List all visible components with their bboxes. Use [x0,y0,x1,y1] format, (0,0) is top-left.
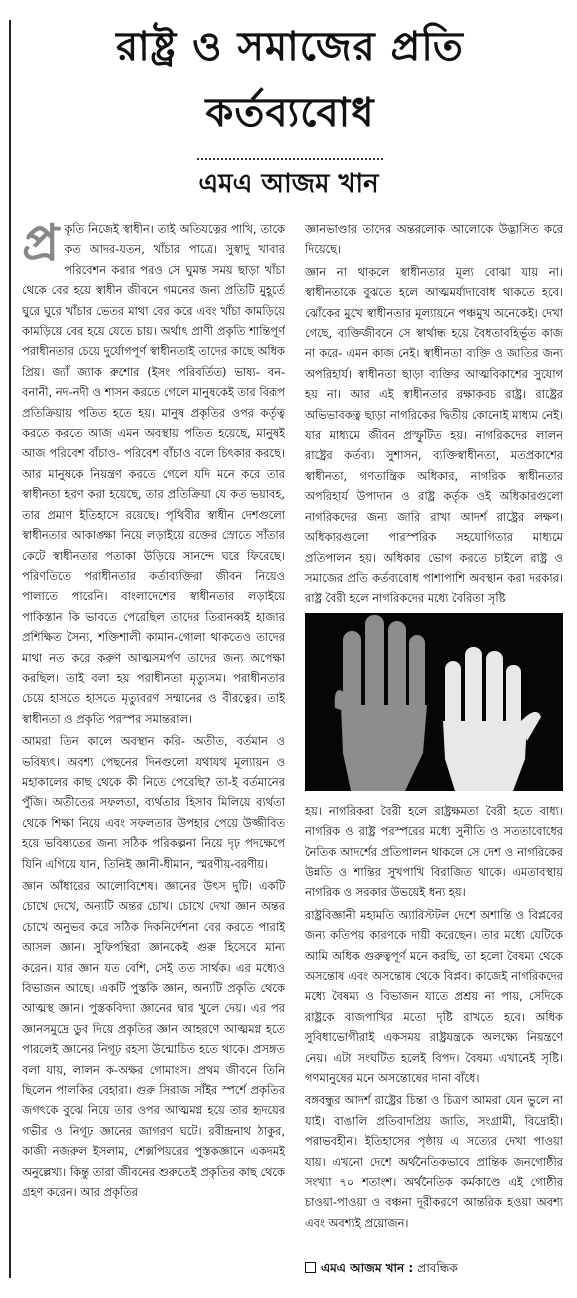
paragraph-text: কৃতি নিজেই স্বাধীন। তাই অতিযত্নের পাখি, তাকে কত আদর-যতন, খাঁচার পাত্রে। সুস্বাদু খাবার পরিবেশন করার পরও সে ঘুমন্ত সময় ছাড়া খাঁচা থেকে বের হয়ে স্বাধীন জীবনে গমনের জন্য প্রতিটি মুহূর্তে ঘুরে ঘুরে খাঁচার ভেতর মাথা বের করে এবং খাঁচা কামড়িয়ে কামড়িয়ে বের হয়ে যেতে চায়। অর্থাৎ প্রাণী প্রকৃতি শান্তিপূর্ণ পরাধীনতার চেয়ে দুর্যোগপূর্ণ স্বাধীনতাই তাদের কাছে অধিক প্রিয়। জ্যাঁ জ্যাক রুশোর (ইসং পরিবর্তিত) ভাষ্য- বন-বনানী, নদ-নদী ও শাসন করতে গেলে মানুষকেই তার বিরূপ প্রতিক্রিয়ায় পতিত হতে হয়। মানুষ প্রকৃতির ওপর কর্তৃত্ব করতে করতে আজ এমন অবস্থায় পতিত হয়েছে, মানুষই আজ পরিবেশ বাঁচাও- পরিবেশ বাঁচাও বলে চিৎকার করছে। আর মানুষকে নিয়ন্ত্রণ করতে গেলে যদি মনে করে তার স্বাধীনতা হরণ করা হয়েছে, তার প্রতিক্রিয়া যে কত ভয়াবহ, তার প্রমাণ ইতিহাসে রয়েছে। পৃথিবীর স্বাধীন দেশগুলো স্বাধীনতার আকাঙ্ক্ষা নিয়ে লড়াইয়ে রক্তের স্রোতে সাঁতার কেটে স্বাধীনতার পতাকা উড়িয়ে সানন্দে ঘরে ফিরেছে। পরিণতিতে পরাধীনতার কর্তাব্যক্তিরা জীবন নিয়েও পালাতে পারেনি। বাংলাদেশের স্বাধীনতার লড়াইয়ে পাকিস্তান কি ভাবতে পেরেছিল তাদের তিরানব্বই হাজার প্রশিক্ষিত সৈন্য, শক্তিশালী কামান-গোলা থাকতেও তাদের মাথা নত করে করুণ আত্মসমর্পণ তাদের জন্য অপেক্ষা করছিল। তাই বলা হয় পরাধীনতা মৃত্যুসম। পরাধীনতার চেয়ে হাসতে হাসতে মৃত্যুবরণ সম্মানের ও বীরত্বের। তাই স্বাধীনতা ও প্রকৃতি পরস্পর সমান্তরাল। [22,222,285,726]
byline: এমএ আজম খান [198,169,379,199]
paragraph: রাষ্ট্রবিজ্ঞানী মহামতি অ্যারিস্টটল দেশে অশান্তি ও বিপ্লবের জন্য কতিপয় কারণকে দায়ী করেছেন। তার মধ্যে যেটিকে আমি অধিক গুরুত্বপূর্ণ মনে করছি, তা হলো বৈষম্য থেকে অসন্তোষ এবং অসন্তোষ থেকে বিপ্লব। কাজেই নাগরিকদের মধ্যে বৈষম্য ও বিভাজন যাতে প্রশ্রয় না পায়, সেদিকে রাষ্ট্রকে বাজপাখির মতো দৃষ্টি রাখতে হবে। অধিক সুবিধাভোগীরাই একসময় রাষ্ট্রযন্ত্রকে অলক্ষ্যে নিয়ন্ত্রণে নেয়। এটা সংঘটিত হলেই বিপদ। বৈষম্য এখানেই সৃষ্টি। গণমানুষের মনে অসন্তোষের দানা বাঁধে। [305,907,563,1085]
paragraph: জ্ঞান আঁধারের আলোবিশেষ। জ্ঞানের উৎস দুটি। একটি চোখে দেখে, অন্যটি অন্তর চোখ। চোখে দেখা জ্ঞান অন্তর চোখে অনুভব করে সঠিক দিকনির্দেশনা বের করতে পারাই আসল জ্ঞান। সুফিপন্থিরা জ্ঞানকেই গুরু হিসেবে মান্য করেন। যার জ্ঞান যত বেশি, সেই তত সার্থক। এর মধ্যেও বিভাজন আছে। একটি পুস্তকি জ্ঞান, অন্যটি প্রকৃতি থেকে আত্মস্থ জ্ঞান। পুস্তকবিদ্যা জ্ঞানের দ্বার খুলে দেয়। এর পর জ্ঞানসমুদ্রে ডুব দিয়ে প্রকৃতির জ্ঞান আহরণে আত্মমগ্ন হতে পারলেই জ্ঞানের নিগূঢ় রহস্য উন্মোচিত হতে থাকে। প্রসঙ্গত বলা যায়, লালন ক-অক্ষর গোমাংস। প্রথম জীবনে তিনি ছিলেন পালকির বেহারা। গুরু সিরাজ সাঁইর স্পর্শে প্রকৃতির জগৎকে বুঝে নিয়ে তার ওপর আত্মমগ্ন হয়ে তার হৃদয়ের গভীর ও নিগূঢ় জ্ঞানের জাগরণ ঘটে। রবীন্দ্রনাথ ঠাকুর, কাজী নজরুল ইসলাম, শেক্সপিয়রের পুস্তকজ্ঞানে একদমই অনুল্লেখ্য। কিন্তু তারা জীবনের শুরুতেই প্রকৃতির কাছ থেকে গ্রহণ করেন। আর প্রকৃতির [22,879,285,1200]
right-column [305,219,563,1279]
square-bullet-icon [305,1262,316,1273]
author-name: এমএ আজম খান : [321,1261,414,1275]
raised-hands-photo [305,613,563,791]
paragraph: জ্ঞানভাণ্ডার তাদের অন্তরলোক আলোকে উদ্ভাসিত করে দিয়েছে। [305,222,563,257]
hand-left-icon [335,615,427,791]
paragraph: হয়। নাগরিকরা বৈরী হলে রাষ্ট্রক্ষমতা বৈরী হতে বাধ্য। নাগরিক ও রাষ্ট্র পরস্পরের মধ্যে সুনীতি ও সততাবোধের নৈতিক আদর্শের প্রতিপালন থাকলে সে দেশ ও নাগরিকের উন্নতি ও শান্তির সুখপাখি বিরাজিত থাকে। এমতাবস্থায় নাগরিক ও সরকার উভয়েই ধন্য হয়। [305,803,563,900]
headline [30,14,550,146]
paragraph: আমরা তিন কালে অবস্থান করি- অতীত, বর্তমান ও ভবিষ্যৎ। অবশ্য পেছনের দিনগুলো যথাযথ মূল্যায়ন ও মহাকালের কাছ থেকে কী নিতে পেরেছি? তা-ই বর্তমানের পুঁজি। অতীতের সফলতা, ব্যর্থতার হিসাব মিলিয়ে ব্যর্থতা থেকে শিক্ষা নিয়ে এবং সফলতার উপহার পেয়ে উজ্জীবিত হয়ে ভবিষ্যতের জন্য সঠিক পরিকল্পনা নিয়ে দৃঢ় পদক্ষেপে যিনি এগিয়ে যান, তিনিই জ্ঞানী-ধীমান, স্মরণীয়-বরণীয়। [22,734,285,871]
left-border-rule [9,20,11,1278]
drop-cap: প্র [22,219,60,272]
headline-line-2: কর্তব্যবোধ [205,90,375,136]
paragraph: জ্ঞান না থাকলে স্বাধীনতার মূল্য বোঝা যায় না। স্বাধীনতাকে বুঝতে হলে আত্মমর্যাদাবোধ থাকতে হবে। ঝোঁকের মুখে স্বাধীনতার মূল্যায়নে পঞ্চমুখ অনেকেই। দেখা গেছে, ব্যক্তিজীবনে সে স্বার্থান্ধ হয়ে বৈধতাবহির্ভূত কাজ না করে- এমন কাজ নেই। স্বাধীনতা ব্যক্তি ও জাতির জন্য অপরিহার্য। স্বাধীনতা ছাড়া ব্যক্তির আত্মবিকাশের সুযোগ হয় না। আর এই স্বাধীনতার রক্ষাকবচ রাষ্ট্র। রাষ্ট্রের অভিভাবকত্ব ছাড়া নাগরিকের দ্বিতীয় কোনোই মাধ্যম নেই। যার মাধ্যমে জীবন প্রস্ফুটিত হয়। নাগরিকদের লালন রাষ্ট্রের কর্তব্য। সুশাসন, ব্যক্তিস্বাধীনতা, মতপ্রকাশের স্বাধীনতা, গণতান্ত্রিক অধিকার, নাগরিক স্বাধীনতার অপরিহার্য উপাদান ও রাষ্ট্র কর্তৃক ওই অধিকারগুলো নাগরিকদের জন্য জারি রাখা আদর্শ রাষ্ট্রের লক্ষণ। অধিকারগুলো পারস্পরিক সহযোগিতার মাধ্যমে প্রতিপালন হয়। অধিকার ভোগ করতে চাইলে রাষ্ট্র ও সমাজের প্রতি কর্তব্যবোধ পাশাপাশি অবস্থান করা দরকার। রাষ্ট্র বৈরী হলে নাগরিকদের মধ্যে বৈরিতা সৃষ্টি [305,264,563,606]
author-role: প্রাবন্ধিক [417,1261,458,1275]
author-note [305,1258,563,1278]
paragraph [22,219,285,729]
left-column [22,219,285,1279]
headline-line-1: রাষ্ট্র ও সমাজের প্রতি [116,24,464,70]
dotted-divider [197,158,383,160]
paragraph: বঙ্গবন্ধুর আদর্শ রাষ্ট্রের চিন্তা ও চিত্রণ আমরা যেন ভুলে না যাই। বাঙালি প্রতিবাদপ্রিয় জাতি, সংগ্রামী, বিদ্রোহী। পরাভবহীন। ইতিহাসের পৃষ্ঠায় এ সত্যের দেখা পাওয়া যায়। এখনো দেশে অর্থনৈতিকভাবে প্রান্তিক জনগোষ্ঠীর সংখ্যা ৭০ শতাংশ। অর্থনৈতিক কর্মকাণ্ডে এই গোষ্ঠীর চাওয়া-পাওয়া ও বঞ্চনা দূরীকরণে আন্তরিক হওয়া অবশ্য এবং অবশ্যই প্রয়োজন। [305,1093,563,1230]
